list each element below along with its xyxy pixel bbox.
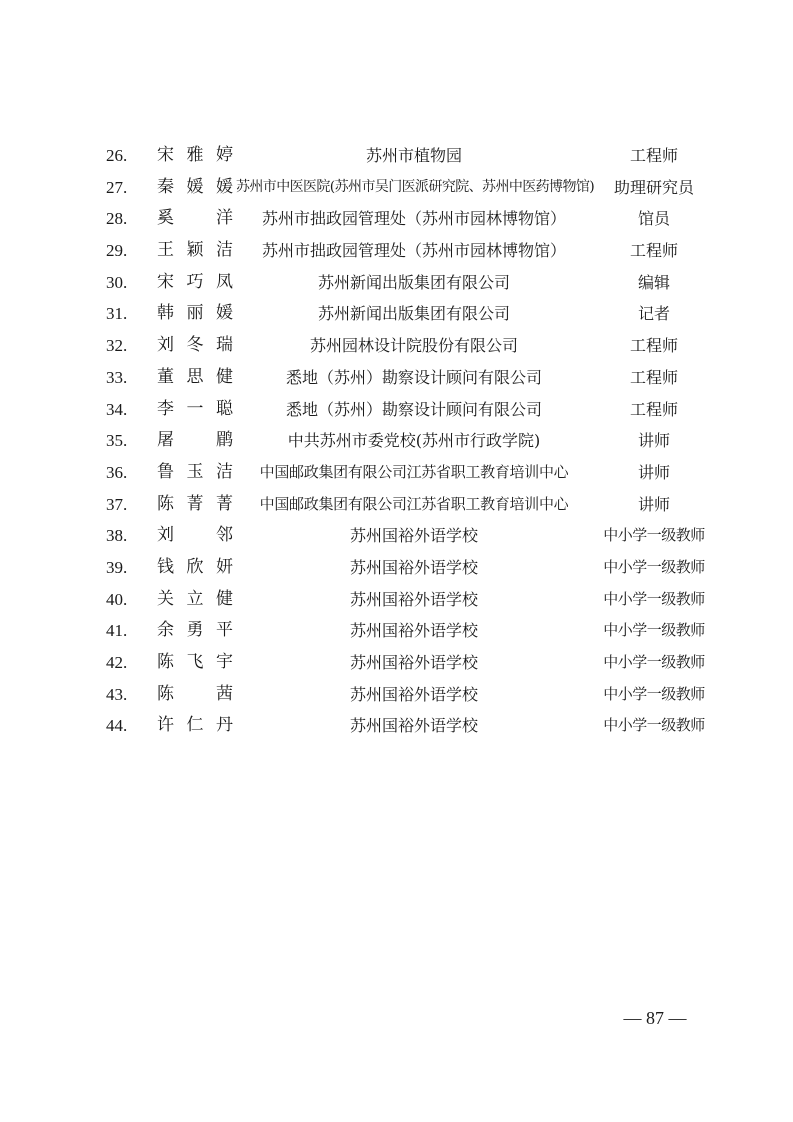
name-character: 菁 [186, 493, 204, 514]
person-name [157, 267, 233, 299]
job-title: 中小学一级教师 [603, 653, 705, 671]
job-title: 中小学一级教师 [603, 589, 705, 608]
name-character: 韩 [157, 303, 174, 324]
name-character: 媛 [216, 176, 233, 197]
organization: 悉地（苏州）勘察设计顾问有限公司 [285, 399, 542, 419]
row-number: 31. [106, 304, 128, 324]
person-name [157, 647, 233, 679]
name-character: 洁 [216, 461, 233, 482]
organization: 中国邮政集团有限公司江苏省职工教育培训中心 [259, 462, 569, 481]
row-number: 32. [106, 336, 128, 356]
job-title: 工程师 [629, 241, 678, 261]
name-character: 飞 [186, 652, 204, 672]
list-item [0, 298, 793, 330]
name-character: 关 [157, 588, 174, 609]
name-character: 许 [157, 715, 174, 736]
name-character: 玉 [186, 461, 204, 482]
organization: 苏州国裕外语学校 [349, 684, 478, 704]
organization: 中国邮政集团有限公司江苏省职工教育培训中心 [259, 494, 569, 513]
name-character: 妍 [216, 556, 233, 577]
name-character: 钱 [157, 556, 174, 577]
row-number: 28. [106, 209, 128, 229]
list-item [0, 615, 793, 647]
job-title: 助理研究员 [613, 177, 694, 197]
list-item [0, 679, 793, 711]
name-character: 健 [216, 366, 233, 387]
job-title: 编辑 [637, 272, 670, 292]
name-character: 巧 [186, 271, 204, 292]
name-character: 宇 [216, 652, 233, 672]
name-character: 宋 [157, 145, 174, 165]
list-item [0, 394, 793, 426]
row-number: 30. [106, 272, 128, 292]
person-name [157, 457, 233, 489]
job-title: 馆员 [637, 209, 670, 229]
job-title: 工程师 [629, 336, 678, 356]
row-number: 29. [106, 241, 128, 261]
name-character: 刘 [157, 525, 174, 546]
job-title: 讲师 [637, 462, 670, 482]
page-number: — 87 — [623, 1008, 687, 1028]
row-number: 27. [106, 177, 128, 197]
name-character: 余 [157, 620, 174, 641]
job-title: 讲师 [637, 431, 670, 451]
person-name [157, 203, 233, 235]
name-character: 秦 [157, 176, 174, 197]
organization: 苏州市植物园 [365, 146, 462, 165]
list-item [0, 362, 793, 394]
person-name [157, 330, 233, 362]
job-title: 工程师 [629, 367, 678, 387]
row-number: 35. [106, 431, 128, 451]
name-character: 颖 [186, 240, 204, 261]
name-character: 欣 [186, 556, 204, 577]
name-character: 丽 [186, 303, 204, 324]
name-character: 王 [157, 240, 174, 261]
organization: 苏州国裕外语学校 [349, 589, 478, 609]
organization: 苏州国裕外语学校 [349, 621, 478, 641]
name-character: 婷 [216, 145, 233, 165]
job-title: 工程师 [629, 146, 678, 165]
person-name [157, 394, 233, 426]
name-character: 刘 [157, 335, 174, 356]
row-number: 33. [106, 367, 128, 387]
row-number: 37. [106, 494, 128, 514]
name-character: 鲁 [157, 461, 174, 482]
person-name [157, 584, 233, 616]
name-character: 奚 [157, 208, 174, 229]
name-character: 鹛 [216, 430, 233, 451]
name-character: 洋 [216, 208, 233, 229]
name-character: 菁 [216, 493, 233, 514]
name-character: 丹 [216, 715, 233, 736]
list-item [0, 267, 793, 299]
job-title: 工程师 [629, 399, 678, 419]
name-character: 宋 [157, 271, 174, 292]
organization: 苏州国裕外语学校 [349, 526, 478, 546]
person-name [157, 425, 233, 457]
person-name [157, 362, 233, 394]
person-name [157, 235, 233, 267]
organization: 悉地（苏州）勘察设计顾问有限公司 [285, 367, 542, 387]
name-character: 平 [216, 620, 233, 641]
organization: 苏州国裕外语学校 [349, 653, 478, 672]
name-character: 勇 [186, 620, 204, 641]
row-number: 38. [106, 526, 128, 546]
organization: 苏州新闻出版集团有限公司 [317, 272, 510, 292]
person-name [157, 615, 233, 647]
name-character: 陈 [157, 493, 174, 514]
organization: 苏州国裕外语学校 [349, 716, 478, 736]
name-character: 茜 [216, 683, 233, 704]
job-title: 中小学一级教师 [603, 684, 705, 703]
organization: 苏州园林设计院股份有限公司 [309, 336, 518, 356]
personnel-list [0, 140, 793, 742]
name-character: 雅 [186, 145, 204, 165]
list-item [0, 489, 793, 521]
list-item [0, 520, 793, 552]
name-character: 仁 [186, 715, 204, 736]
name-character: 陈 [157, 683, 174, 704]
name-character: 董 [157, 366, 174, 387]
person-name [157, 520, 233, 552]
organization: 苏州市拙政园管理处（苏州市园林博物馆） [261, 241, 566, 261]
list-item [0, 425, 793, 457]
list-item [0, 552, 793, 584]
list-item [0, 584, 793, 616]
name-character: 媛 [216, 303, 233, 324]
row-number: 40. [106, 589, 128, 609]
list-item [0, 647, 793, 679]
job-title: 中小学一级教师 [603, 526, 705, 545]
list-item [0, 140, 793, 172]
organization: 苏州市拙政园管理处（苏州市园林博物馆） [261, 209, 566, 229]
name-character: 凤 [216, 271, 233, 292]
person-name [157, 298, 233, 330]
list-item [0, 330, 793, 362]
name-character: 陈 [157, 652, 174, 672]
name-character: 健 [216, 588, 233, 609]
name-character: 思 [186, 366, 204, 387]
name-character: 邻 [216, 525, 233, 546]
name-character: 李 [157, 398, 174, 419]
row-number: 42. [106, 653, 128, 672]
row-number: 34. [106, 399, 128, 419]
person-name [157, 172, 233, 204]
name-character: 洁 [216, 240, 233, 261]
name-character: 屠 [157, 430, 174, 451]
name-character: 立 [186, 588, 204, 609]
row-number: 26. [106, 146, 128, 165]
person-name [157, 140, 233, 172]
list-item [0, 172, 793, 204]
organization: 苏州新闻出版集团有限公司 [317, 304, 510, 324]
job-title: 讲师 [637, 494, 670, 514]
person-name [157, 552, 233, 584]
job-title: 记者 [637, 304, 670, 324]
row-number: 36. [106, 462, 128, 482]
job-title: 中小学一级教师 [603, 557, 705, 576]
name-character: 媛 [186, 176, 204, 197]
person-name [157, 679, 233, 711]
name-character: 冬 [186, 335, 204, 356]
name-character: 瑞 [216, 335, 233, 356]
name-character: 聪 [216, 398, 233, 419]
organization: 中共苏州市委党校(苏州市行政学院) [287, 431, 541, 451]
list-item [0, 203, 793, 235]
row-number: 41. [106, 621, 128, 641]
job-title: 中小学一级教师 [603, 621, 705, 640]
job-title: 中小学一级教师 [603, 716, 705, 735]
list-item [0, 457, 793, 489]
name-character: 一 [186, 398, 204, 419]
person-name [157, 710, 233, 742]
row-number: 44. [106, 716, 128, 736]
organization: 苏州市中医医院(苏州市吴门医派研究院、苏州中医药博物馆) [236, 178, 595, 195]
row-number: 43. [106, 684, 128, 704]
list-item [0, 710, 793, 742]
row-number: 39. [106, 557, 128, 577]
organization: 苏州国裕外语学校 [349, 557, 478, 577]
person-name [157, 489, 233, 521]
list-item [0, 235, 793, 267]
